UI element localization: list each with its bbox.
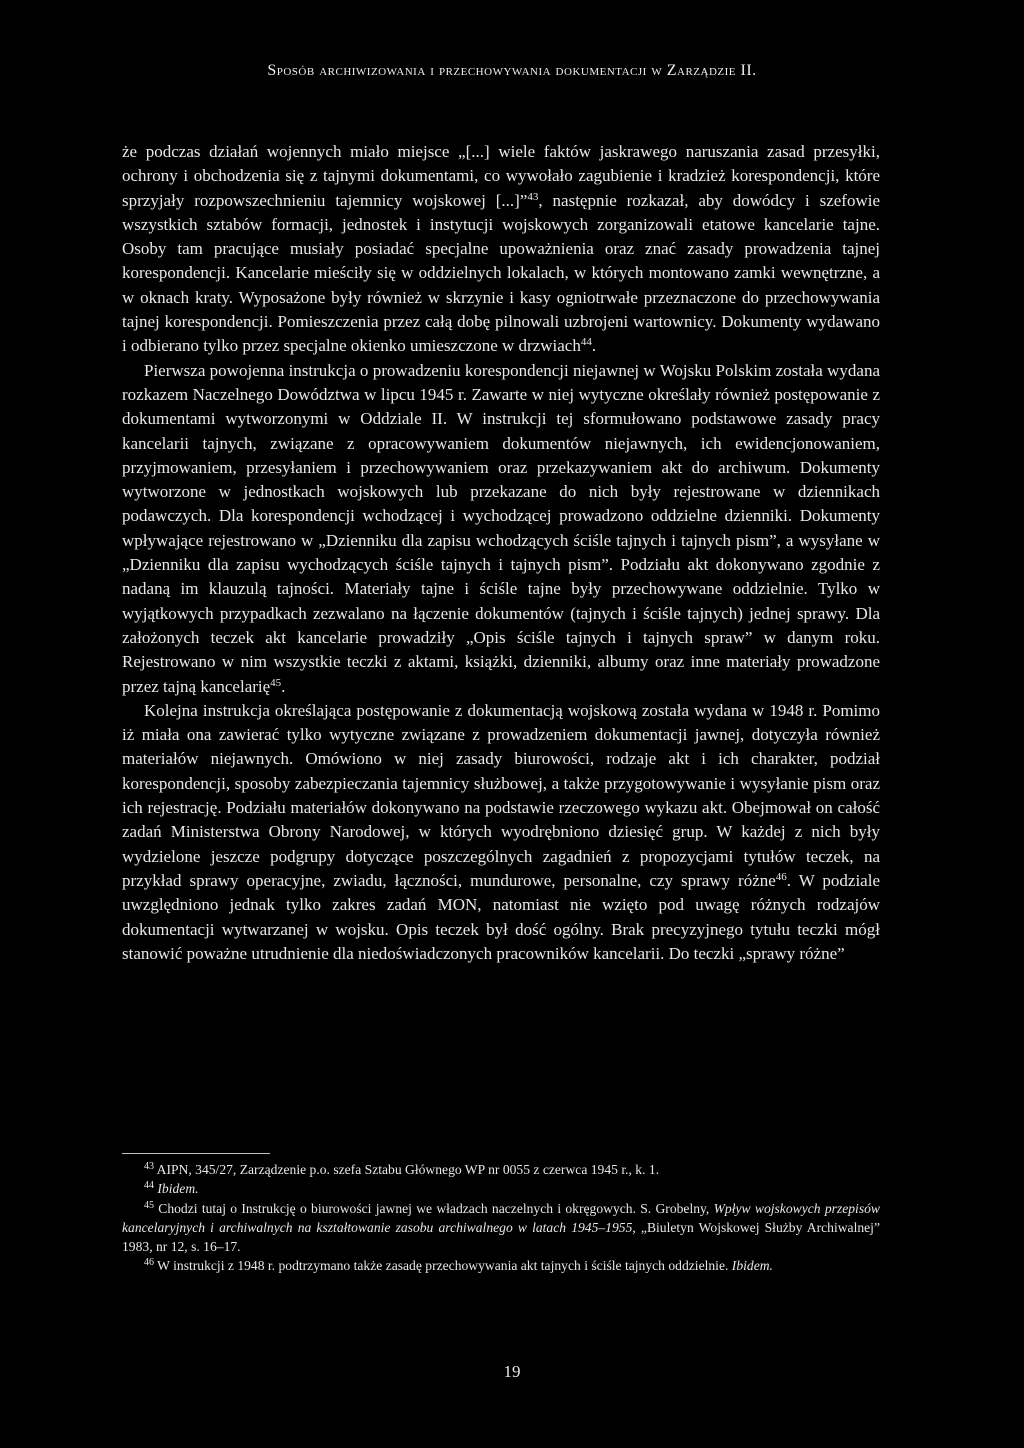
footnote-number: 44 [144, 1180, 154, 1192]
paragraph-1-text-b: , następnie rozkazał, aby dowódcy i szefowie wszystkich sztabów formacji, jednostek i instytucji wojskowych zorganizowali etatowe kancelarie tajne. Osoby tam pracujące musiały posiadać specjalne upoważnienia oraz znać zasady prowadzenia tajnej korespondencji. Kancelarie mieściły się w oddzielnych lokalach, w których montowano zamki wewnętrzne, a w oknach kraty. Wyposażone były również w skrzynie i kasy ogniotrwałe przeznaczone do przechowywania tajnej korespondencji. Pomieszczenia przez całą dobę pilnowali uzbrojeni wartownicy. Dokumenty wydawano i odbierano tylko przez specjalne okienko umieszczone w drzwiach [122, 190, 880, 356]
footnote-number: 43 [144, 1161, 154, 1172]
side-tab-archiwum [925, 1085, 985, 1300]
footnote-46 [122, 1256, 880, 1275]
paragraph-2-text-b: . [281, 676, 286, 696]
paragraph-3 [122, 699, 880, 966]
paragraph-1-text-c: . [591, 336, 597, 356]
paragraph-2-text-a: Pierwsza powojenna instrukcja o prowadzeniu korespondencji niejawnej w Wojsku Polskim została wydana rozkazem Naczelnego Dowództwa w lipcu 1945 r. Zawarte w niej wytyczne określały również postępowanie z dokumentami wytworzonymi w Oddziale II. W instrukcji tej sformułowano podstawowe zasady pracy kancelarii tajnych, związane z opracowywaniem dokumentów niejawnych, ich ewidencjonowaniem, przyjmowaniem, przesyłaniem i przechowywaniem oraz przekazywaniem akt do archiwum. Dokumenty wytworzone w jednostkach wojskowych lub przekazane do nich były rejestrowane w dziennikach podawczych. Dla korespondencji wchodzącej i wychodzącej prowadzono oddzielne dzienniki. Dokumenty wpływające rejestrowano w „Dzienniku dla zapisu wchodzących ściśle tajnych i tajnych pism”, a wysyłane w „Dzienniku dla zapisu wychodzących ściśle tajnych i tajnych pism”. Podziału akt dokonywano zgodnie z nadaną im klauzulą tajności. Materiały tajne i ściśle tajne były przechowywane oddzielnie. Tylko w wyjątkowych przypadkach zezwalano na łączenie dokumentów (tajnych i ściśle tajnych) jednej sprawy. Dla założonych teczek akt kancelarie prowadziły „Opis ściśle tajnych i tajnych spraw” w danym roku. Rejestrowano w nim wszystkie teczki z aktami, książki, dzienniki, albumy oraz inne materiały prowadzone przez tajną kancelarię [122, 360, 880, 696]
footnote-44 [122, 1179, 880, 1198]
footnote-text: AIPN, 345/27, Zarządzenie p.o. szefa Sztabu Głównego WP nr 0055 z czerwca 1945 r., k. 1. [154, 1162, 660, 1177]
footnote-45 [122, 1199, 880, 1257]
main-text [122, 140, 880, 966]
footnote-text: W instrukcji z 1948 r. podtrzymano także zasadę przechowywania akt tajnych i ściśle tajnych oddzielnie. [154, 1258, 732, 1274]
footnote-text: Chodzi tutaj o Instrukcję o biurowości jawnej we władzach naczelnych i okręgowych. S. Grobelny, [154, 1200, 714, 1216]
paragraph-2 [122, 359, 880, 699]
paragraph-1-text-a: że podczas działań wojennych miało miejsce „[...] wiele faktów jaskrawego naruszania zasad przesyłki, ochrony i obchodzenia się z tajnymi dokumentami, co wywołało zagubienie i kradzież korespondencji, które sprzyjały rozpowszechnieniu tajemnicy wojskowej [...]” [122, 142, 880, 210]
side-tab-svg [925, 1085, 985, 1300]
footnote-number: 46 [144, 1257, 154, 1269]
footnote-divider [122, 1153, 270, 1154]
footnote-43 [122, 1160, 880, 1179]
footnote-ref-43[interactable]: 43 [527, 190, 539, 203]
paragraph-1 [122, 140, 880, 359]
page-number: 19 [503, 1362, 521, 1381]
footnote-number: 45 [144, 1199, 154, 1211]
paragraph-3-text-a: Kolejna instrukcja określająca postępowanie z dokumentacją wojskową została wydana w 1948 r. Pomimo iż miała ona zawierać tylko wytyczne związane z prowadzeniem dokumentacji jawnej, dotyczyła również materiałów niejawnych. Omówiono w niej zasady biurowości, rodzaje akt i ich charakter, podział korespondencji, sposoby zabezpieczania tajemnicy służbowej, a także przygotowywanie i wysyłanie pism oraz ich rejestrację. Podziału materiałów dokonywano na podstawie rzeczowego wykazu akt. Obejmował on całość zadań Ministerstwa Obrony Narodowej, w których wyodrębniono dziesięć grup. W każdej z nich były wydzielone jeszcze podgrupy dotyczące poszczególnych zagadnień z propozycjami tytułów teczek, na przykład sprawy operacyjne, zwiadu, łączności, mundurowe, personalne, czy sprawy różne [122, 700, 880, 890]
footnote-italic-title: Wpływ wojskowych przepisów kancelaryjnych i archiwalnych na kształtowanie zasobu archiwalnego w latach 1945–1955 [122, 1200, 880, 1235]
footnotes [122, 1160, 880, 1276]
footnote-ref-44[interactable]: 44 [580, 336, 592, 349]
footnote-ref-45[interactable]: 45 [270, 676, 282, 689]
footnote-text: Ibidem. [157, 1181, 199, 1197]
running-header: Sposób archiwizowania i przechowywania dokumentacji w Zarządzie II. [267, 62, 757, 79]
footnote-ref-46[interactable]: 46 [775, 870, 787, 883]
footnote-text-end: , „Biuletyn Wojskowej Służby Archiwalnej” 1983, nr 12, s. 16–17. [122, 1219, 880, 1255]
footnote-italic: Ibidem. [731, 1258, 773, 1274]
paragraph-3-text-b: . W podziale uwzględniono jednak tylko zakres zadań MON, natomiast nie wzięto pod uwagę różnych rodzajów dokumentacji wytwarzanej w wojsku. Opis teczek był dość ogólny. Brak precyzyjnego tytułu teczki mógł stanowić poważne utrudnienie dla niedoświadczonych pracowników kancelarii. Do teczki „sprawy różne” [122, 870, 880, 963]
